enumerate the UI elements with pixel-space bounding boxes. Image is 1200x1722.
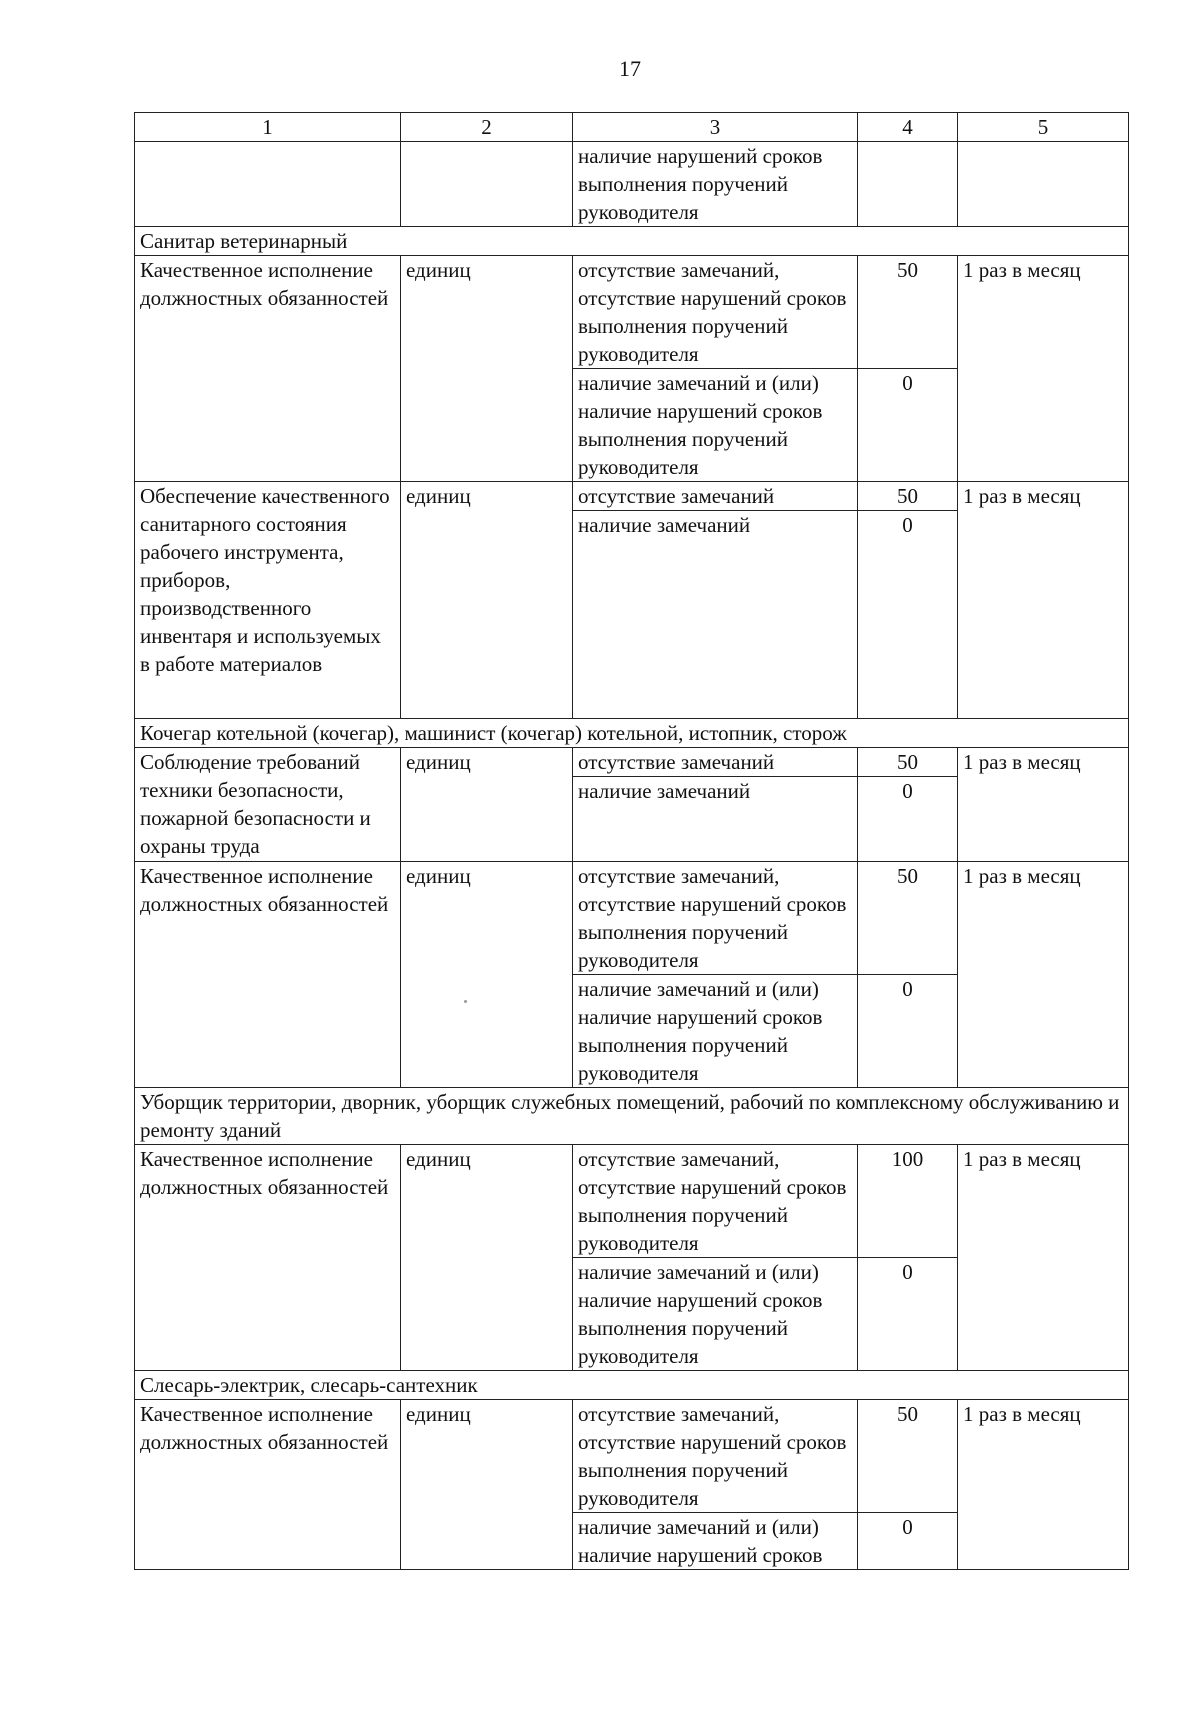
condition-cell: наличие замечаний bbox=[573, 777, 858, 862]
table-row bbox=[135, 256, 1129, 369]
unit-cell bbox=[401, 142, 573, 227]
position-row bbox=[135, 1088, 1129, 1145]
position-title: Уборщик территории, дворник, уборщик служебных помещений, рабочий по комплексному обслуживанию и ремонту зданий bbox=[135, 1088, 1129, 1145]
condition-cell: отсутствие замечаний, отсутствие нарушений сроков выполнения поручений руководителя bbox=[573, 1400, 858, 1513]
condition-cell: отсутствие замечаний, отсутствие нарушений сроков выполнения поручений руководителя bbox=[573, 1145, 858, 1258]
position-title: Слесарь-электрик, слесарь-сантехник bbox=[135, 1371, 1129, 1400]
criterion-cell: Соблюдение требований техники безопасности, пожарной безопасности и охраны труда bbox=[135, 748, 401, 862]
criterion-cell bbox=[135, 142, 401, 227]
condition-cell: отсутствие замечаний, отсутствие нарушений сроков выполнения поручений руководителя bbox=[573, 256, 858, 369]
points-cell: 0 bbox=[858, 1258, 958, 1371]
frequency-cell bbox=[958, 142, 1129, 227]
condition-cell: отсутствие замечаний bbox=[573, 748, 858, 777]
table-row bbox=[135, 1400, 1129, 1513]
column-header: 2 bbox=[401, 113, 573, 142]
criterion-cell: Обеспечение качественного санитарного состояния рабочего инструмента, приборов, производственного инвентаря и используемых в работе материалов bbox=[135, 482, 401, 719]
position-title: Кочегар котельной (кочегар), машинист (кочегар) котельной, истопник, сторож bbox=[135, 719, 1129, 748]
frequency-cell: 1 раз в месяц bbox=[958, 862, 1129, 1088]
position-title: Санитар ветеринарный bbox=[135, 227, 1129, 256]
points-cell: 50 bbox=[858, 482, 958, 511]
frequency-cell: 1 раз в месяц bbox=[958, 482, 1129, 719]
frequency-cell: 1 раз в месяц bbox=[958, 256, 1129, 482]
points-cell: 50 bbox=[858, 256, 958, 369]
table-row bbox=[135, 748, 1129, 777]
condition-cell: отсутствие замечаний bbox=[573, 482, 858, 511]
condition-cell: наличие замечаний и (или) наличие нарушений сроков выполнения поручений руководителя bbox=[573, 1258, 858, 1371]
condition-cell: наличие замечаний и (или) наличие нарушений сроков выполнения поручений руководителя bbox=[573, 975, 858, 1088]
position-row bbox=[135, 1371, 1129, 1400]
points-cell: 0 bbox=[858, 1513, 958, 1570]
criterion-cell: Качественное исполнение должностных обязанностей bbox=[135, 1400, 401, 1570]
condition-cell: наличие замечаний и (или) наличие нарушений сроков выполнения поручений руководителя bbox=[573, 369, 858, 482]
table-header-row bbox=[135, 113, 1129, 142]
points-cell: 50 bbox=[858, 862, 958, 975]
points-cell: 0 bbox=[858, 777, 958, 862]
table-row bbox=[135, 862, 1129, 975]
unit-cell: единиц bbox=[401, 862, 573, 1088]
condition-cell: наличие замечаний и (или) наличие нарушений сроков bbox=[573, 1513, 858, 1570]
unit-cell: единиц bbox=[401, 482, 573, 719]
table-row bbox=[135, 1145, 1129, 1258]
condition-cell: наличие замечаний bbox=[573, 511, 858, 719]
table-row bbox=[135, 142, 1129, 227]
unit-cell: единиц bbox=[401, 256, 573, 482]
points-cell: 50 bbox=[858, 748, 958, 777]
scan-speck bbox=[464, 1000, 467, 1003]
page-number: 17 bbox=[619, 56, 641, 81]
criterion-cell: Качественное исполнение должностных обязанностей bbox=[135, 862, 401, 1088]
points-cell bbox=[858, 142, 958, 227]
condition-cell: наличие нарушений сроков выполнения поручений руководителя bbox=[573, 142, 858, 227]
criterion-cell: Качественное исполнение должностных обязанностей bbox=[135, 1145, 401, 1371]
frequency-cell: 1 раз в месяц bbox=[958, 1145, 1129, 1371]
frequency-cell: 1 раз в месяц bbox=[958, 1400, 1129, 1570]
position-row bbox=[135, 227, 1129, 256]
points-cell: 100 bbox=[858, 1145, 958, 1258]
column-header: 4 bbox=[858, 113, 958, 142]
criteria-table bbox=[134, 112, 1129, 1570]
frequency-cell: 1 раз в месяц bbox=[958, 748, 1129, 862]
condition-cell: отсутствие замечаний, отсутствие нарушений сроков выполнения поручений руководителя bbox=[573, 862, 858, 975]
points-cell: 0 bbox=[858, 975, 958, 1088]
points-cell: 0 bbox=[858, 511, 958, 719]
column-header: 1 bbox=[135, 113, 401, 142]
unit-cell: единиц bbox=[401, 1145, 573, 1371]
table-row bbox=[135, 482, 1129, 511]
points-cell: 0 bbox=[858, 369, 958, 482]
column-header: 5 bbox=[958, 113, 1129, 142]
position-row bbox=[135, 719, 1129, 748]
unit-cell: единиц bbox=[401, 1400, 573, 1570]
criterion-cell: Качественное исполнение должностных обязанностей bbox=[135, 256, 401, 482]
unit-cell: единиц bbox=[401, 748, 573, 862]
column-header: 3 bbox=[573, 113, 858, 142]
points-cell: 50 bbox=[858, 1400, 958, 1513]
